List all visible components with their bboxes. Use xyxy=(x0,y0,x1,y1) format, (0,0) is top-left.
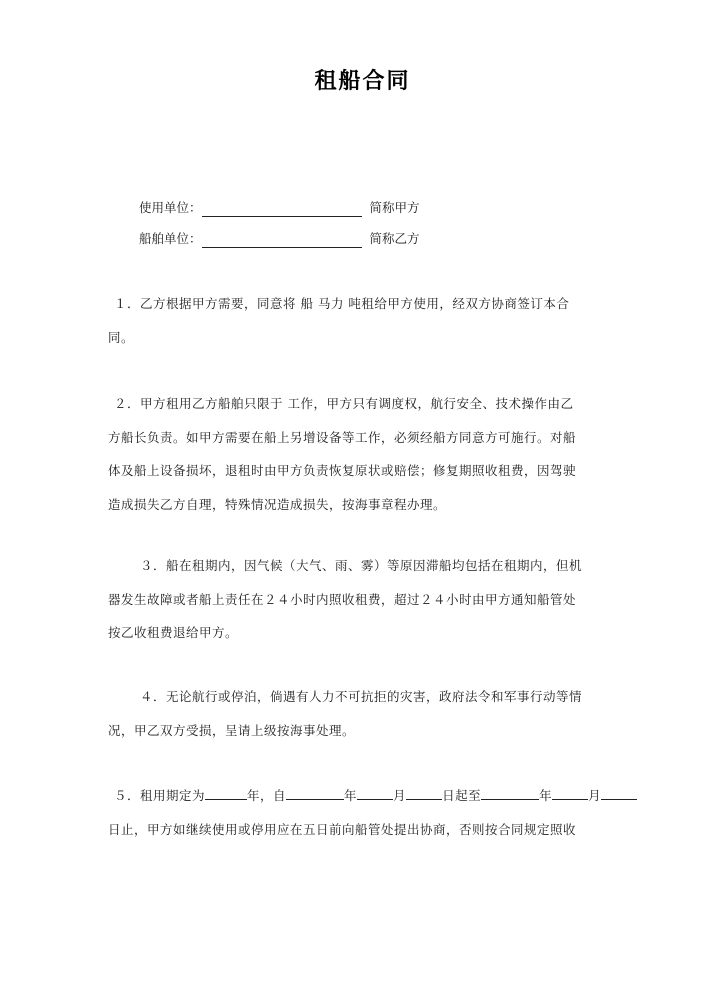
blank-end-month xyxy=(552,785,588,800)
clause-3-line-1: ３．船在租期内，因气候（大气、雨、雾）等原因滞船均包括在租期内，但机 xyxy=(140,558,583,573)
blank-start-month xyxy=(357,785,393,800)
clause-4 xyxy=(108,680,643,747)
clause-5-line-1 xyxy=(108,779,678,813)
blank-start-year xyxy=(286,785,344,800)
clause-5-text-4: 月 xyxy=(393,788,407,803)
blank-end-day xyxy=(601,785,637,800)
party-b-row xyxy=(139,230,420,248)
blank-years xyxy=(205,785,247,800)
party-a-blank xyxy=(202,202,362,217)
blank-end-year xyxy=(481,785,539,800)
clause-2-line-1: ２．甲方租用乙方船舶只限于 工作，甲方只有调度权，航行安全、技术操作由乙 xyxy=(114,396,574,411)
blank-start-day xyxy=(406,785,442,800)
clause-2-line-3: 体及船上设备损坏，退租时由甲方负责恢复原状或赔偿；修复期照收租费，因驾驶 xyxy=(108,463,577,478)
clause-2-line-4: 造成损失乙方自理，特殊情况造成损失，按海事章程办理。 xyxy=(108,496,447,512)
party-b-label: 船舶单位： xyxy=(139,231,202,246)
party-a-row xyxy=(139,199,420,217)
clause-4-line-1: ４．无论航行或停泊，倘遇有人力不可抗拒的灾害，政府法令和军事行动等情 xyxy=(140,689,583,704)
clause-5 xyxy=(108,779,678,846)
clause-5-text-5: 日起至 xyxy=(442,788,482,803)
party-a-label: 使用单位： xyxy=(139,200,202,215)
clause-2-line-2: 方船长负责。如甲方需要在船上另增设备等工作，必须经船方同意方可施行。对船 xyxy=(108,429,577,445)
clause-1 xyxy=(108,287,643,354)
clause-4-line-2: 况，甲乙双方受损，呈请上级按海事处理。 xyxy=(108,722,356,738)
clause-3-line-2: 器发生故障或者船上责任在２４小时内照收租费，超过２４小时由甲方通知船管处 xyxy=(108,591,577,607)
clause-1-line-1: １．乙方根据甲方需要，同意将 船 马力 吨租给甲方使用，经双方协商签订本合 xyxy=(114,296,570,311)
clause-3 xyxy=(108,549,643,650)
clause-3-line-3: 按乙收租费退给甲方。 xyxy=(108,625,239,640)
clause-5-text-7: 月 xyxy=(588,788,602,803)
party-b-suffix: 简称乙方 xyxy=(369,231,420,246)
clause-5-text-6: 年 xyxy=(539,788,553,803)
clause-2 xyxy=(108,387,643,521)
clause-5-text-1: ５．租用期定为 xyxy=(114,788,206,803)
party-a-suffix: 简称甲方 xyxy=(369,200,420,215)
clause-5-text-2: 年，自 xyxy=(247,788,287,803)
clause-5-text-3: 年 xyxy=(344,788,358,803)
clause-5-line-2: 日止，甲方如继续使用或停用应在五日前向船管处提出协商，否则按合同规定照收 xyxy=(108,821,577,837)
clause-1-line-2: 同。 xyxy=(108,329,135,345)
party-b-blank xyxy=(202,233,362,248)
page-title: 租船合同 xyxy=(314,69,411,94)
